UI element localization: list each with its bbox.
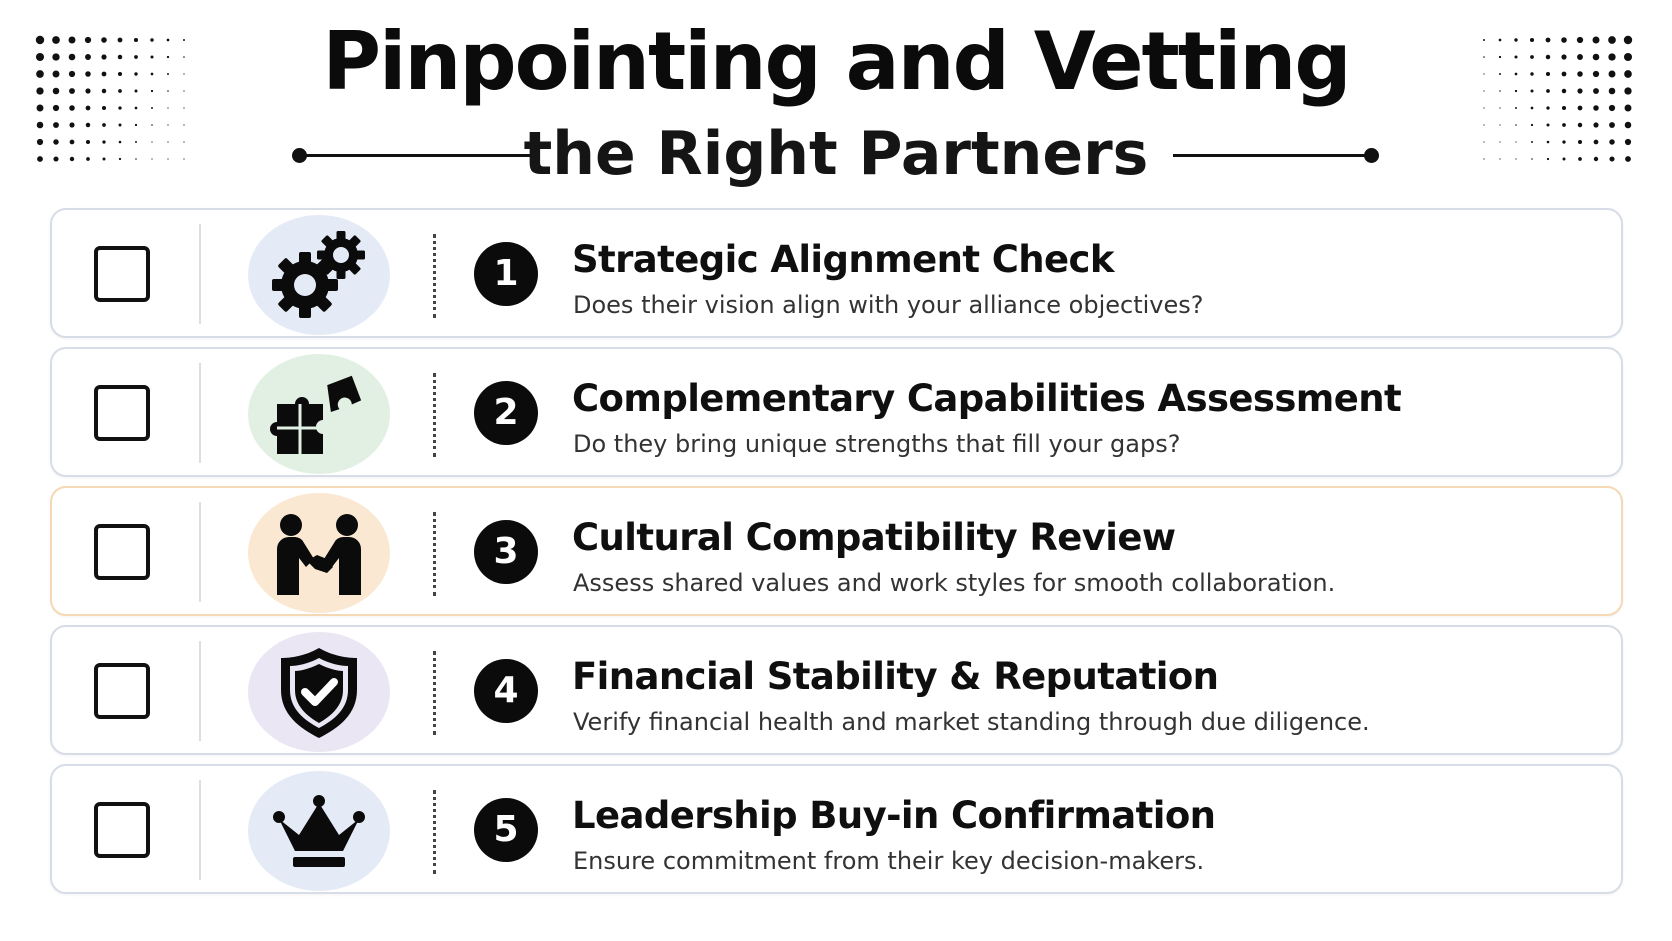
rule-dot-right [1364,148,1379,163]
item-title: Cultural Compatibility Review [572,516,1176,559]
item-description: Ensure commitment from their key decision-makers. [573,847,1205,875]
divider [199,224,201,324]
icon-background [248,493,390,613]
checklist-item [50,486,1623,616]
header [0,15,1672,192]
dotted-divider [433,651,436,735]
step-number-badge: 1 [474,242,538,306]
item-description: Does their vision align with your alliance objectives? [573,291,1204,319]
icon-background [248,632,390,752]
checklist [50,208,1623,903]
checkbox[interactable] [94,385,150,441]
page-title: Pinpointing and Vetting [322,15,1350,108]
icon-background [248,215,390,335]
item-title: Complementary Capabilities Assessment [572,377,1402,420]
dotted-divider [433,512,436,596]
checklist-item [50,625,1623,755]
divider [199,780,201,880]
item-description: Verify financial health and market standing through due diligence. [573,708,1370,736]
page-subtitle: the Right Partners [523,119,1149,189]
checkbox[interactable] [94,663,150,719]
checkbox[interactable] [94,246,150,302]
icon-background [248,354,390,474]
shield-check-icon [269,642,369,742]
item-title: Financial Stability & Reputation [572,655,1219,698]
item-title: Strategic Alignment Check [572,238,1114,281]
subtitle-row [0,116,1672,192]
divider [199,363,201,463]
checklist-item [50,208,1623,338]
crown-icon [269,781,369,881]
dotted-divider [433,234,436,318]
checklist-item [50,347,1623,477]
step-number-badge: 5 [474,798,538,862]
step-number-badge: 2 [474,381,538,445]
dotted-divider [433,373,436,457]
icon-background [248,771,390,891]
step-number-badge: 4 [474,659,538,723]
item-description: Do they bring unique strengths that fill your gaps? [573,430,1181,458]
gears-icon [269,225,369,325]
rule-line-right [1173,154,1371,157]
step-number-badge: 3 [474,520,538,584]
checkbox[interactable] [94,524,150,580]
divider [199,641,201,741]
item-description: Assess shared values and work styles for smooth collaboration. [573,569,1336,597]
checkbox[interactable] [94,802,150,858]
item-title: Leadership Buy-in Confirmation [572,794,1216,837]
handshake-icon [269,503,369,603]
divider [199,502,201,602]
puzzle-icon [269,364,369,464]
dotted-divider [433,790,436,874]
checklist-item [50,764,1623,894]
